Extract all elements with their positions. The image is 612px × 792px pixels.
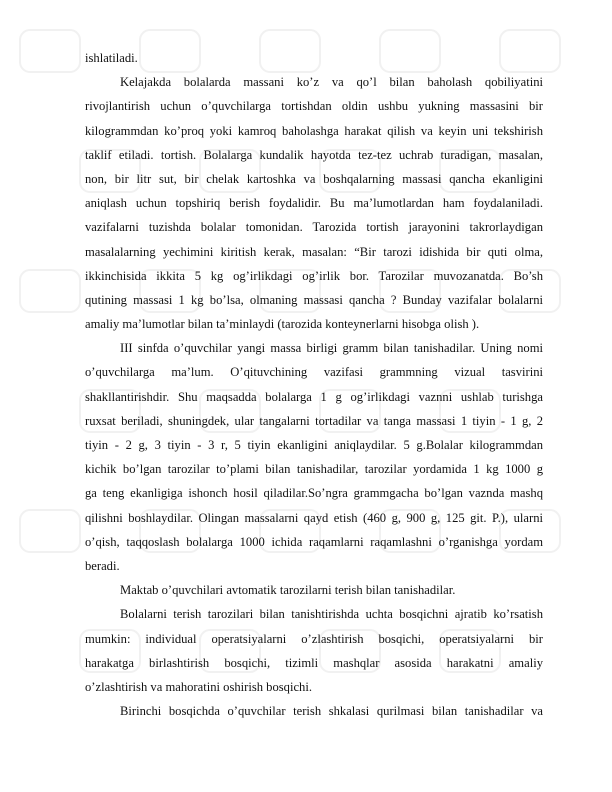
text-line: III sinfda o’quvchilar yangi massa birligi gramm bilan tanishadilar. Uning nomi <box>120 341 543 356</box>
paragraph <box>85 578 543 602</box>
text-line: qilishni boshlaydilar. Olingan massalarni qayd etish (460 g, 900 g, 125 git. P.), ularni <box>85 510 543 525</box>
paragraph <box>85 46 543 70</box>
text-line: Bolalarni terish tarozilari bilan tanishtirishda uchta bosqichni ajratib ko’rsatish <box>120 607 543 622</box>
text-line: o’quvchilarga ma’lum. O’qituvchining vazifasi grammning vizual tasvirini <box>85 365 543 380</box>
paragraph <box>85 699 543 723</box>
text-line: shakllantirishdir. Shu maqsadda bolalarga 1 g og’irlikdagi vaznni ushlab turishga <box>85 389 543 404</box>
text-line: taklif etiladi. tortish. Bolalarga kundalik hayotda tez-tez uchrab turadigan, masalan, <box>85 147 543 162</box>
text-line: mumkin: individual operatsiyalarni o’zlashtirish bosqichi, operatsiyalarni bir <box>85 631 543 646</box>
text-line: kilogrammdan ko’proq yoki kamroq baholashga harakat qilish va keyin uni tekshirish <box>85 123 543 138</box>
text-line: non, bir litr sut, bir chelak kartoshka va boshqalarning massasi qancha ekanligini <box>85 171 543 186</box>
document-page <box>85 46 543 723</box>
text-line: rivojlantirish uchun o’quvchilarga tortishdan oldin ushbu yukning massasini bir <box>85 99 543 114</box>
text-line: o’qish, taqqoslash bolalarga 1000 ichida raqamlarni raqamlashni o’rganishga yordam <box>85 534 543 549</box>
text-line: Maktab o’quvchilari avtomatik tarozilarni terish bilan tanishadilar. <box>120 583 456 598</box>
text-line: vazifalarni tuzishda bolalar tomonidan. Tarozida tortish jarayonini takrorlaydigan <box>85 220 543 235</box>
watermark-tile <box>20 510 80 552</box>
watermark-tile <box>20 30 80 72</box>
text-line: Kelajakda bolalarda massani ko’z va qo’l bilan baholash qobiliyatini <box>120 75 543 90</box>
watermark-tile <box>20 270 80 312</box>
paragraph <box>85 602 543 699</box>
text-line: beradi. <box>85 558 120 573</box>
text-line: harakatga birlashtirish bosqichi, tizimli mashqlar asosida harakatni amaliy <box>85 655 543 670</box>
text-line: ga teng ekanligiga ishonch hosil qiladilar.So’ngra grammgacha bo’lgan vaznda mashq <box>85 486 543 501</box>
paragraph <box>85 70 543 336</box>
text-line: aniqlash uchun topshiriq berish foydalidir. Bu ma’lumotlardan ham foydalaniladi. <box>85 196 543 211</box>
text-line: masalalarning yechimini kiritish kerak, masalan: “Bir tarozi idishida bir quti olma, <box>85 244 543 259</box>
text-line: Birinchi bosqichda o’quvchilar terish shkalasi qurilmasi bilan tanishadilar va <box>120 704 543 719</box>
text-line: kichik bo’lgan tarozilar to’plami bilan tanishadilar, tarozilar yordamida 1 kg 1000 g <box>85 462 543 477</box>
text-line: qutining massasi 1 kg bo’lsa, olmaning massasi qancha ? Bunday vazifalar bolalarni <box>85 292 543 307</box>
text-line: ishlatiladi. <box>85 51 138 65</box>
text-line: ruxsat beriladi, shuningdek, ular tangalarni tortadilar va tanga massasi 1 tiyin - 1 g, 2 <box>85 413 543 428</box>
text-line: ikkinchisida ikkita 5 kg og’irlikdagi og’irlik bor. Tarozilar muvozanatda. Bo’sh <box>85 268 543 283</box>
text-line: tiyin - 2 g, 3 tiyin - 3 r, 5 tiyin ekanligini aniqlaydilar. 5 g.Bolalar kilogrammdan <box>85 438 543 452</box>
text-line: o’zlashtirish va mahoratini oshirish bosqichi. <box>85 679 313 694</box>
text-line: amaliy ma’lumotlar bilan ta’minlaydi (tarozida konteynerlarni hisobga olish ). <box>85 317 480 332</box>
paragraph <box>85 336 543 578</box>
